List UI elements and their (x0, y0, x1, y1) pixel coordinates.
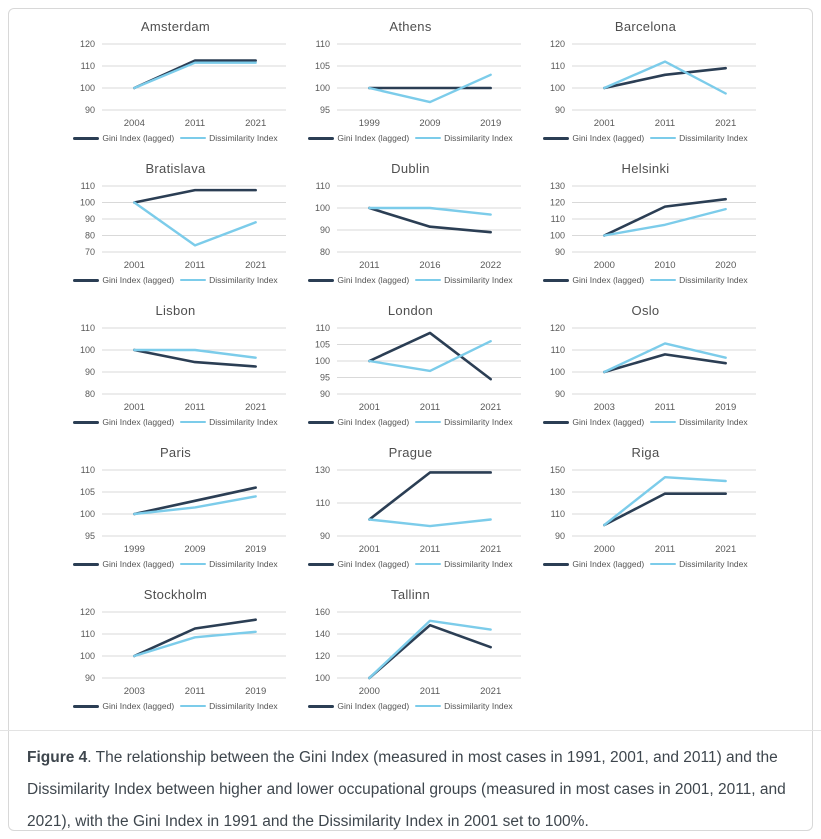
x-axis-label: 2019 (480, 118, 502, 129)
chart-title: Dublin (391, 161, 430, 176)
chart-plot (293, 604, 528, 700)
y-axis-tick-label: 110 (315, 181, 330, 191)
y-axis-tick-label: 120 (549, 197, 565, 208)
y-axis-tick-label: 100 (79, 509, 95, 519)
legend-item-gini (543, 559, 644, 569)
x-axis-label: 2011 (184, 686, 206, 697)
y-axis-tick-label: 90 (319, 225, 330, 235)
dissimilarity-line-swatch-icon (180, 421, 206, 424)
legend-label-dissimilarity: Dissimilarity Index (209, 133, 278, 143)
x-axis-label: 2019 (715, 402, 737, 413)
legend-item-gini (543, 133, 644, 143)
chart-legend (58, 558, 293, 570)
gini-line-swatch-icon (308, 705, 334, 708)
y-axis-tick-label: 90 (554, 389, 565, 399)
x-axis-label: 2001 (123, 402, 145, 413)
chart-legend (58, 416, 293, 428)
chart-plot (528, 36, 763, 132)
y-axis-tick-label: 140 (314, 629, 330, 639)
legend-item-dissimilarity (650, 559, 748, 569)
x-axis-label: 1999 (123, 544, 145, 555)
y-axis-tick-label: 90 (554, 531, 565, 541)
series-line-gini (134, 350, 255, 367)
city-chart-tallinn (293, 582, 528, 714)
gini-line-swatch-icon (543, 421, 569, 424)
legend-item-gini (73, 559, 174, 569)
x-axis-label: 2004 (123, 118, 145, 129)
y-axis-tick-label: 110 (80, 465, 95, 475)
y-axis-tick-label: 90 (84, 673, 95, 683)
dissimilarity-line-swatch-icon (650, 137, 676, 140)
y-axis-tick-label: 100 (549, 230, 565, 241)
x-axis-label: 2011 (184, 260, 206, 271)
x-axis-label: 2000 (593, 260, 615, 271)
chart-legend (58, 132, 293, 144)
dissimilarity-line-swatch-icon (180, 705, 206, 708)
y-axis-tick-label: 70 (84, 247, 95, 257)
chart-legend (528, 274, 763, 286)
legend-label-gini: Gini Index (lagged) (337, 559, 410, 569)
y-axis-tick-label: 95 (319, 372, 330, 383)
figure-label: Figure 4 (27, 749, 88, 766)
y-axis-tick-label: 100 (314, 356, 330, 366)
gini-line-swatch-icon (543, 563, 569, 566)
chart-legend (293, 558, 528, 570)
legend-label-gini: Gini Index (lagged) (337, 133, 410, 143)
chart-plot (293, 36, 528, 132)
figure-caption (27, 742, 797, 839)
x-axis-label: 2019 (245, 544, 267, 555)
y-axis-tick-label: 90 (554, 247, 565, 257)
x-axis-label: 2010 (654, 260, 676, 271)
chart-legend (528, 558, 763, 570)
x-axis-label: 2009 (184, 544, 206, 555)
x-axis-label: 2001 (123, 260, 145, 271)
y-axis-tick-label: 80 (84, 230, 95, 241)
y-axis-tick-label: 120 (79, 39, 95, 49)
dissimilarity-line-swatch-icon (180, 279, 206, 282)
chart-legend (528, 132, 763, 144)
legend-item-dissimilarity (415, 133, 513, 143)
chart-title: Oslo (631, 303, 660, 318)
x-axis-label: 1999 (358, 118, 380, 129)
dissimilarity-line-swatch-icon (415, 137, 441, 140)
dissimilarity-line-swatch-icon (180, 137, 206, 140)
legend-label-gini: Gini Index (lagged) (102, 133, 175, 143)
charts-grid (58, 14, 763, 714)
chart-title: Athens (389, 19, 432, 34)
legend-item-dissimilarity (180, 559, 278, 569)
x-axis-label: 2011 (654, 118, 676, 129)
x-axis-label: 2011 (184, 402, 206, 413)
legend-item-dissimilarity (650, 275, 748, 285)
chart-title: Amsterdam (140, 19, 211, 34)
y-axis-tick-label: 110 (550, 509, 565, 519)
gini-line-swatch-icon (543, 137, 569, 140)
chart-title: Prague (388, 445, 433, 460)
chart-plot (293, 178, 528, 274)
city-chart-athens (293, 14, 528, 146)
y-axis-tick-label: 120 (549, 323, 565, 333)
legend-label-gini: Gini Index (lagged) (337, 701, 410, 711)
gini-line-swatch-icon (73, 279, 99, 282)
x-axis-label: 2021 (480, 686, 502, 697)
city-chart-prague (293, 440, 528, 572)
legend-label-dissimilarity: Dissimilarity Index (444, 275, 513, 285)
y-axis-tick-label: 90 (84, 367, 95, 377)
dissimilarity-line-swatch-icon (415, 421, 441, 424)
x-axis-label: 2022 (480, 260, 502, 271)
y-axis-tick-label: 90 (84, 214, 95, 224)
chart-plot (58, 604, 293, 700)
series-line-dissimilarity (369, 621, 490, 678)
chart-legend (58, 274, 293, 286)
legend-label-gini: Gini Index (lagged) (572, 559, 645, 569)
dissimilarity-line-swatch-icon (650, 563, 676, 566)
legend-label-dissimilarity: Dissimilarity Index (444, 133, 513, 143)
y-axis-tick-label: 110 (80, 629, 95, 639)
x-axis-label: 2021 (480, 402, 502, 413)
gini-line-swatch-icon (308, 563, 334, 566)
caption-divider (0, 730, 821, 731)
x-axis-label: 2019 (245, 686, 267, 697)
series-line-dissimilarity (134, 203, 255, 246)
legend-item-gini (73, 275, 174, 285)
x-axis-label: 2001 (358, 544, 380, 555)
x-axis-label: 2011 (419, 544, 441, 555)
y-axis-tick-label: 100 (549, 83, 565, 93)
series-line-gini (134, 190, 255, 202)
y-axis-tick-label: 110 (80, 61, 95, 71)
x-axis-label: 2021 (245, 402, 267, 413)
x-axis-label: 2001 (358, 402, 380, 413)
figure-caption-text: . The relationship between the Gini Index (measured in most cases in 1991, 2001, and 2011) and the Dissimilarity Index between higher and lower occupational groups (measured in most cases in 2001, 2011, and 2021), with the Gini Index in 1991 and the Dissimilarity Index in 2001 set to 100%. (27, 749, 786, 831)
y-axis-tick-label: 105 (79, 487, 95, 497)
legend-label-gini: Gini Index (lagged) (102, 417, 175, 427)
chart-plot (58, 462, 293, 558)
legend-label-dissimilarity: Dissimilarity Index (209, 701, 278, 711)
x-axis-label: 2011 (419, 686, 441, 697)
chart-legend (293, 416, 528, 428)
y-axis-tick-label: 95 (319, 105, 330, 115)
y-axis-tick-label: 100 (314, 83, 330, 93)
series-line-gini (604, 199, 725, 235)
gini-line-swatch-icon (308, 137, 334, 140)
x-axis-label: 2009 (419, 118, 441, 129)
legend-label-dissimilarity: Dissimilarity Index (679, 417, 748, 427)
chart-title: Lisbon (155, 303, 196, 318)
y-axis-tick-label: 100 (314, 203, 330, 213)
gini-line-swatch-icon (543, 279, 569, 282)
city-chart-oslo (528, 298, 763, 430)
chart-legend (293, 700, 528, 712)
dissimilarity-line-swatch-icon (415, 563, 441, 566)
chart-legend (58, 700, 293, 712)
y-axis-tick-label: 110 (80, 181, 95, 191)
legend-item-gini (543, 275, 644, 285)
legend-item-gini (308, 275, 409, 285)
chart-plot (293, 320, 528, 416)
y-axis-tick-label: 110 (315, 39, 330, 49)
legend-label-gini: Gini Index (lagged) (102, 701, 175, 711)
legend-item-gini (73, 701, 174, 711)
x-axis-label: 2011 (359, 260, 380, 271)
legend-item-dissimilarity (180, 701, 278, 711)
x-axis-label: 2011 (654, 402, 676, 413)
gini-line-swatch-icon (308, 279, 334, 282)
chart-legend (528, 416, 763, 428)
y-axis-tick-label: 90 (319, 531, 330, 541)
y-axis-tick-label: 80 (84, 389, 95, 399)
legend-label-dissimilarity: Dissimilarity Index (679, 559, 748, 569)
legend-label-gini: Gini Index (lagged) (337, 417, 410, 427)
chart-plot (58, 320, 293, 416)
dissimilarity-line-swatch-icon (415, 705, 441, 708)
dissimilarity-line-swatch-icon (650, 279, 676, 282)
y-axis-tick-label: 90 (84, 105, 95, 115)
x-axis-label: 2016 (419, 260, 441, 271)
legend-item-gini (543, 417, 644, 427)
y-axis-tick-label: 130 (549, 181, 565, 191)
gini-line-swatch-icon (73, 421, 99, 424)
y-axis-tick-label: 120 (314, 651, 330, 661)
city-chart-stockholm (58, 582, 293, 714)
legend-item-dissimilarity (415, 417, 513, 427)
legend-label-dissimilarity: Dissimilarity Index (209, 417, 278, 427)
chart-plot (528, 178, 763, 274)
legend-label-gini: Gini Index (lagged) (337, 275, 410, 285)
series-line-dissimilarity (604, 477, 725, 525)
legend-item-dissimilarity (180, 133, 278, 143)
x-axis-label: 2011 (184, 118, 206, 129)
y-axis-tick-label: 110 (550, 214, 565, 224)
x-axis-label: 2021 (480, 544, 502, 555)
series-line-gini (369, 625, 490, 678)
city-chart-bratislava (58, 156, 293, 288)
chart-legend (293, 274, 528, 286)
y-axis-tick-label: 130 (549, 487, 565, 497)
legend-label-gini: Gini Index (lagged) (102, 275, 175, 285)
legend-label-gini: Gini Index (lagged) (102, 559, 175, 569)
legend-item-gini (308, 701, 409, 711)
legend-label-dissimilarity: Dissimilarity Index (444, 559, 513, 569)
legend-item-gini (73, 417, 174, 427)
y-axis-tick-label: 120 (79, 607, 95, 617)
y-axis-tick-label: 100 (314, 673, 330, 683)
city-chart-dublin (293, 156, 528, 288)
chart-plot (528, 462, 763, 558)
x-axis-label: 2021 (715, 118, 737, 129)
legend-label-dissimilarity: Dissimilarity Index (209, 559, 278, 569)
gini-line-swatch-icon (73, 563, 99, 566)
city-chart-riga (528, 440, 763, 572)
city-chart-barcelona (528, 14, 763, 146)
y-axis-tick-label: 110 (550, 345, 565, 355)
chart-title: London (387, 303, 434, 318)
legend-item-gini (308, 559, 409, 569)
gini-line-swatch-icon (73, 705, 99, 708)
y-axis-tick-label: 110 (80, 323, 95, 333)
y-axis-tick-label: 80 (319, 247, 330, 257)
x-axis-label: 2021 (245, 118, 267, 129)
legend-item-gini (308, 417, 409, 427)
legend-label-dissimilarity: Dissimilarity Index (209, 275, 278, 285)
y-axis-tick-label: 90 (554, 105, 565, 115)
chart-title: Riga (631, 445, 660, 460)
city-chart-helsinki (528, 156, 763, 288)
chart-title: Stockholm (143, 587, 208, 602)
city-chart-paris (58, 440, 293, 572)
chart-title: Bratislava (145, 161, 206, 176)
x-axis-label: 2011 (654, 544, 676, 555)
legend-item-dissimilarity (650, 133, 748, 143)
x-axis-label: 2011 (419, 402, 441, 413)
legend-item-dissimilarity (415, 559, 513, 569)
y-axis-tick-label: 100 (79, 197, 95, 208)
dissimilarity-line-swatch-icon (650, 421, 676, 424)
y-axis-tick-label: 100 (549, 367, 565, 377)
series-line-gini (369, 333, 490, 379)
legend-item-dissimilarity (415, 701, 513, 711)
legend-label-dissimilarity: Dissimilarity Index (444, 417, 513, 427)
legend-label-gini: Gini Index (lagged) (572, 417, 645, 427)
dissimilarity-line-swatch-icon (415, 279, 441, 282)
legend-item-dissimilarity (415, 275, 513, 285)
legend-label-gini: Gini Index (lagged) (572, 133, 645, 143)
y-axis-tick-label: 100 (79, 651, 95, 661)
y-axis-tick-label: 150 (549, 465, 565, 475)
dissimilarity-line-swatch-icon (180, 563, 206, 566)
x-axis-label: 2000 (593, 544, 615, 555)
city-chart-london (293, 298, 528, 430)
y-axis-tick-label: 120 (549, 39, 565, 49)
legend-label-dissimilarity: Dissimilarity Index (444, 701, 513, 711)
gini-line-swatch-icon (308, 421, 334, 424)
y-axis-tick-label: 100 (79, 83, 95, 93)
legend-label-dissimilarity: Dissimilarity Index (679, 275, 748, 285)
chart-plot (528, 320, 763, 416)
y-axis-tick-label: 130 (314, 465, 330, 475)
y-axis-tick-label: 110 (550, 61, 565, 71)
city-chart-lisbon (58, 298, 293, 430)
chart-plot (58, 178, 293, 274)
y-axis-tick-label: 110 (315, 498, 330, 508)
legend-label-dissimilarity: Dissimilarity Index (679, 133, 748, 143)
legend-item-gini (308, 133, 409, 143)
chart-title: Barcelona (614, 19, 677, 34)
y-axis-tick-label: 110 (315, 323, 330, 333)
legend-item-gini (73, 133, 174, 143)
y-axis-tick-label: 105 (314, 339, 330, 350)
series-line-dissimilarity (134, 632, 255, 656)
series-line-dissimilarity (369, 520, 490, 527)
y-axis-tick-label: 105 (314, 61, 330, 71)
y-axis-tick-label: 90 (319, 389, 330, 399)
chart-plot (293, 462, 528, 558)
chart-plot (58, 36, 293, 132)
legend-item-dissimilarity (180, 275, 278, 285)
x-axis-label: 2020 (715, 260, 737, 271)
x-axis-label: 2000 (358, 686, 380, 697)
city-chart-amsterdam (58, 14, 293, 146)
x-axis-label: 2003 (593, 402, 615, 413)
chart-title: Tallinn (391, 587, 430, 602)
chart-title: Helsinki (621, 161, 670, 176)
series-line-dissimilarity (134, 496, 255, 514)
legend-label-gini: Gini Index (lagged) (572, 275, 645, 285)
series-line-dissimilarity (604, 209, 725, 235)
x-axis-label: 2021 (715, 544, 737, 555)
series-line-gini (134, 61, 255, 89)
chart-title: Paris (159, 445, 192, 460)
chart-legend (293, 132, 528, 144)
x-axis-label: 2003 (123, 686, 145, 697)
x-axis-label: 2021 (245, 260, 267, 271)
legend-item-dissimilarity (650, 417, 748, 427)
series-line-gini (369, 472, 490, 519)
legend-item-dissimilarity (180, 417, 278, 427)
y-axis-tick-label: 100 (79, 345, 95, 355)
x-axis-label: 2001 (593, 118, 615, 129)
gini-line-swatch-icon (73, 137, 99, 140)
y-axis-tick-label: 160 (314, 607, 330, 617)
y-axis-tick-label: 95 (84, 531, 95, 541)
